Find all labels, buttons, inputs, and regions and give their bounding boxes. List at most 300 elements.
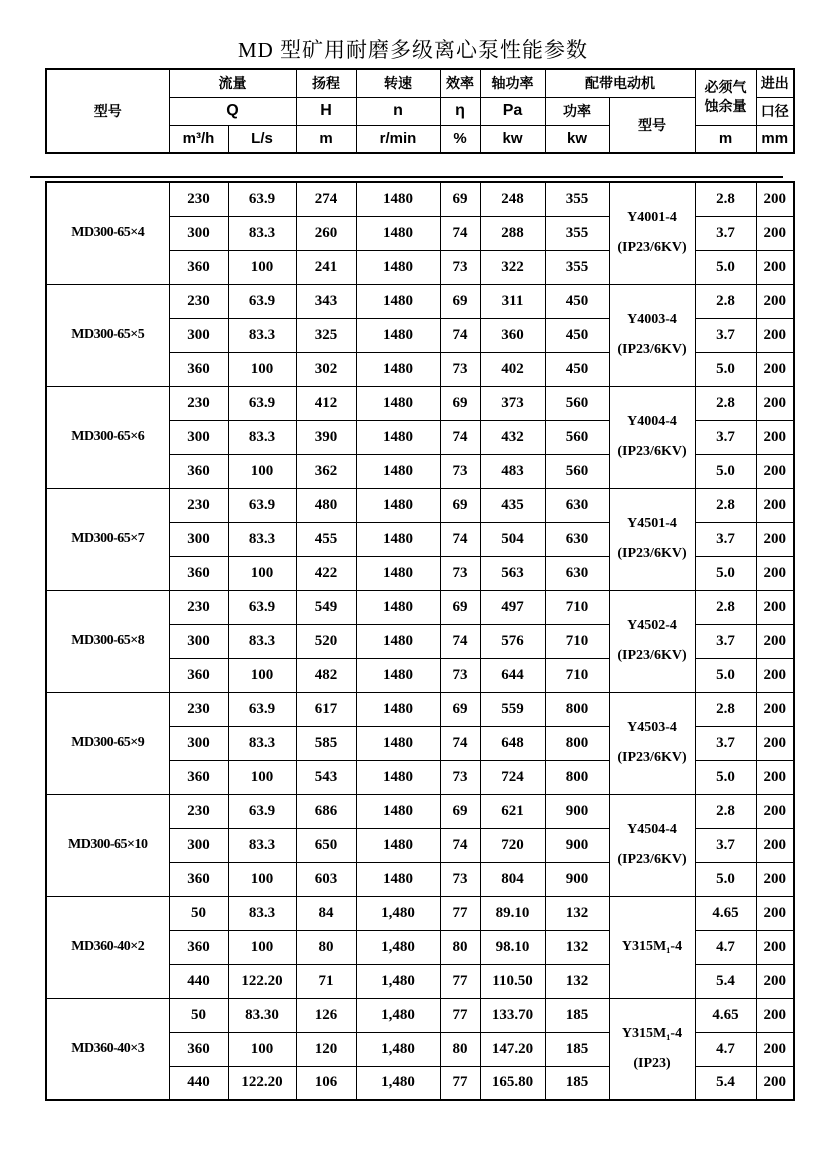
- table-row: [46, 692, 794, 726]
- head-cell: 412: [296, 386, 356, 420]
- motor-model-cell: [609, 386, 695, 488]
- speed-cell: 1480: [356, 250, 440, 284]
- shaft-power-cell: 497: [480, 590, 545, 624]
- port-diameter-cell: 200: [756, 624, 794, 658]
- port-diameter-cell: 200: [756, 284, 794, 318]
- flow-ls-cell: 63.9: [228, 590, 296, 624]
- table-row: [46, 896, 794, 930]
- motor-power-cell: 132: [545, 896, 609, 930]
- npsh-cell: 5.4: [695, 1066, 756, 1100]
- port-diameter-cell: 200: [756, 250, 794, 284]
- efficiency-cell: 77: [440, 896, 480, 930]
- port-diameter-cell: 200: [756, 998, 794, 1032]
- flow-m3h-cell: 230: [169, 692, 228, 726]
- shaft-power-cell: 504: [480, 522, 545, 556]
- shaft-power-cell: 110.50: [480, 964, 545, 998]
- motor-model-line2: (IP23/6KV): [617, 546, 687, 561]
- flow-ls-cell: 63.9: [228, 386, 296, 420]
- port-diameter-cell: 200: [756, 454, 794, 488]
- table-row: [46, 182, 794, 216]
- motor-power-cell: 710: [545, 590, 609, 624]
- efficiency-cell: 73: [440, 250, 480, 284]
- flow-m3h-cell: 230: [169, 794, 228, 828]
- port-diameter-cell: 200: [756, 964, 794, 998]
- speed-cell: 1480: [356, 386, 440, 420]
- header-table: [45, 68, 795, 154]
- table-row: [46, 998, 794, 1032]
- divider-line: [30, 176, 783, 178]
- speed-cell: 1480: [356, 522, 440, 556]
- speed-cell: 1,480: [356, 998, 440, 1032]
- motor-model-line2: (IP23/6KV): [617, 240, 687, 256]
- efficiency-cell: 69: [440, 386, 480, 420]
- shaft-power-cell: 576: [480, 624, 545, 658]
- header-motor-model: 型号: [609, 97, 695, 153]
- speed-cell: 1480: [356, 794, 440, 828]
- head-cell: 480: [296, 488, 356, 522]
- pump-model-cell: MD300-65×4: [46, 182, 169, 284]
- header-port-line2: 口径: [756, 97, 794, 125]
- motor-power-cell: 800: [545, 726, 609, 760]
- npsh-cell: 4.7: [695, 930, 756, 964]
- flow-m3h-cell: 360: [169, 250, 228, 284]
- flow-m3h-cell: 230: [169, 182, 228, 216]
- head-cell: 325: [296, 318, 356, 352]
- head-cell: 520: [296, 624, 356, 658]
- speed-cell: 1480: [356, 624, 440, 658]
- speed-cell: 1480: [356, 216, 440, 250]
- port-diameter-cell: 200: [756, 556, 794, 590]
- header-efficiency-symbol: η: [440, 97, 480, 125]
- motor-power-cell: 560: [545, 386, 609, 420]
- header-unit-shaft-kw: kw: [480, 125, 545, 153]
- flow-ls-cell: 122.20: [228, 1066, 296, 1100]
- speed-cell: 1480: [356, 284, 440, 318]
- header-shaft-power: 轴功率: [480, 69, 545, 97]
- flow-ls-cell: 83.3: [228, 420, 296, 454]
- shaft-power-cell: 483: [480, 454, 545, 488]
- flow-m3h-cell: 300: [169, 522, 228, 556]
- motor-power-cell: 800: [545, 760, 609, 794]
- flow-ls-cell: 63.9: [228, 692, 296, 726]
- header-npsh-line2: 蚀余量: [704, 98, 747, 115]
- npsh-cell: 5.0: [695, 352, 756, 386]
- motor-model-line2: (IP23): [633, 1055, 671, 1071]
- flow-m3h-cell: 230: [169, 590, 228, 624]
- port-diameter-cell: 200: [756, 658, 794, 692]
- npsh-cell: 2.8: [695, 692, 756, 726]
- efficiency-cell: 74: [440, 318, 480, 352]
- npsh-cell: 4.65: [695, 998, 756, 1032]
- efficiency-cell: 80: [440, 930, 480, 964]
- motor-model-line1: Y4001-4: [627, 210, 677, 226]
- header-efficiency: 效率: [440, 69, 480, 97]
- speed-cell: 1,480: [356, 964, 440, 998]
- motor-power-cell: 630: [545, 488, 609, 522]
- flow-m3h-cell: 360: [169, 862, 228, 896]
- motor-power-cell: 355: [545, 216, 609, 250]
- shaft-power-cell: 432: [480, 420, 545, 454]
- npsh-cell: 2.8: [695, 590, 756, 624]
- efficiency-cell: 74: [440, 624, 480, 658]
- header-unit-head-m: m: [296, 125, 356, 153]
- motor-model-line1: Y4003-4: [627, 312, 677, 327]
- shaft-power-cell: 804: [480, 862, 545, 896]
- table-row: [46, 488, 794, 522]
- head-cell: 260: [296, 216, 356, 250]
- motor-power-cell: 900: [545, 862, 609, 896]
- pump-model-cell: MD360-40×3: [46, 998, 169, 1100]
- flow-m3h-cell: 230: [169, 386, 228, 420]
- npsh-cell: 3.7: [695, 420, 756, 454]
- shaft-power-cell: 89.10: [480, 896, 545, 930]
- head-cell: 126: [296, 998, 356, 1032]
- port-diameter-cell: 200: [756, 1032, 794, 1066]
- speed-cell: 1480: [356, 862, 440, 896]
- npsh-cell: 3.7: [695, 828, 756, 862]
- header-npsh: [695, 69, 756, 125]
- data-table: [45, 181, 795, 1101]
- flow-m3h-cell: 50: [169, 896, 228, 930]
- motor-power-cell: 800: [545, 692, 609, 726]
- npsh-cell: 5.0: [695, 658, 756, 692]
- head-cell: 603: [296, 862, 356, 896]
- head-cell: 455: [296, 522, 356, 556]
- flow-ls-cell: 100: [228, 1032, 296, 1066]
- efficiency-cell: 77: [440, 1066, 480, 1100]
- flow-m3h-cell: 360: [169, 930, 228, 964]
- head-cell: 71: [296, 964, 356, 998]
- shaft-power-cell: 435: [480, 488, 545, 522]
- efficiency-cell: 69: [440, 284, 480, 318]
- flow-ls-cell: 83.3: [228, 318, 296, 352]
- efficiency-cell: 69: [440, 794, 480, 828]
- npsh-cell: 5.0: [695, 760, 756, 794]
- header-model: 型号: [46, 69, 169, 153]
- npsh-cell: 3.7: [695, 216, 756, 250]
- efficiency-cell: 74: [440, 726, 480, 760]
- motor-power-cell: 185: [545, 998, 609, 1032]
- efficiency-cell: 69: [440, 590, 480, 624]
- flow-ls-cell: 100: [228, 352, 296, 386]
- flow-ls-cell: 63.9: [228, 182, 296, 216]
- head-cell: 241: [296, 250, 356, 284]
- port-diameter-cell: 200: [756, 760, 794, 794]
- flow-m3h-cell: 440: [169, 964, 228, 998]
- npsh-cell: 3.7: [695, 624, 756, 658]
- port-diameter-cell: 200: [756, 216, 794, 250]
- motor-power-cell: 560: [545, 454, 609, 488]
- port-diameter-cell: 200: [756, 930, 794, 964]
- motor-model-line1: Y4501-4: [627, 516, 677, 531]
- flow-m3h-cell: 50: [169, 998, 228, 1032]
- efficiency-cell: 73: [440, 556, 480, 590]
- flow-m3h-cell: 300: [169, 726, 228, 760]
- npsh-cell: 4.65: [695, 896, 756, 930]
- motor-model-cell: [609, 590, 695, 692]
- pump-model-cell: MD300-65×5: [46, 284, 169, 386]
- head-cell: 274: [296, 182, 356, 216]
- shaft-power-cell: 133.70: [480, 998, 545, 1032]
- port-diameter-cell: 200: [756, 182, 794, 216]
- pump-model-cell: MD300-65×6: [46, 386, 169, 488]
- header-unit-ls: L/s: [228, 125, 296, 153]
- speed-cell: 1480: [356, 726, 440, 760]
- efficiency-cell: 74: [440, 216, 480, 250]
- flow-ls-cell: 83.3: [228, 624, 296, 658]
- head-cell: 106: [296, 1066, 356, 1100]
- head-cell: 543: [296, 760, 356, 794]
- flow-m3h-cell: 300: [169, 420, 228, 454]
- motor-model-cell: [609, 896, 695, 998]
- motor-model-cell: [609, 488, 695, 590]
- shaft-power-cell: 165.80: [480, 1066, 545, 1100]
- shaft-power-cell: 621: [480, 794, 545, 828]
- efficiency-cell: 73: [440, 658, 480, 692]
- header-unit-npsh-m: m: [695, 125, 756, 153]
- motor-power-cell: 185: [545, 1066, 609, 1100]
- shaft-power-cell: 147.20: [480, 1032, 545, 1066]
- speed-cell: 1480: [356, 454, 440, 488]
- speed-cell: 1480: [356, 182, 440, 216]
- npsh-cell: 2.8: [695, 284, 756, 318]
- shaft-power-cell: 98.10: [480, 930, 545, 964]
- head-cell: 482: [296, 658, 356, 692]
- npsh-cell: 5.0: [695, 250, 756, 284]
- efficiency-cell: 73: [440, 862, 480, 896]
- efficiency-cell: 77: [440, 998, 480, 1032]
- efficiency-cell: 74: [440, 522, 480, 556]
- npsh-cell: 5.0: [695, 556, 756, 590]
- motor-model-cell: [609, 794, 695, 896]
- flow-m3h-cell: 300: [169, 318, 228, 352]
- speed-cell: 1480: [356, 760, 440, 794]
- port-diameter-cell: 200: [756, 862, 794, 896]
- flow-ls-cell: 83.3: [228, 828, 296, 862]
- motor-power-cell: 355: [545, 182, 609, 216]
- shaft-power-cell: 360: [480, 318, 545, 352]
- flow-m3h-cell: 440: [169, 1066, 228, 1100]
- efficiency-cell: 80: [440, 1032, 480, 1066]
- header-unit-rpm: r/min: [356, 125, 440, 153]
- flow-ls-cell: 83.3: [228, 522, 296, 556]
- motor-model-cell: [609, 284, 695, 386]
- speed-cell: 1,480: [356, 1032, 440, 1066]
- npsh-cell: 5.0: [695, 862, 756, 896]
- motor-model-line2: (IP23/6KV): [617, 750, 687, 765]
- port-diameter-cell: 200: [756, 726, 794, 760]
- port-diameter-cell: 200: [756, 352, 794, 386]
- motor-power-cell: 450: [545, 284, 609, 318]
- flow-m3h-cell: 360: [169, 1032, 228, 1066]
- flow-ls-cell: 100: [228, 760, 296, 794]
- table-body: [46, 182, 794, 1100]
- efficiency-cell: 73: [440, 760, 480, 794]
- efficiency-cell: 77: [440, 964, 480, 998]
- header-flow-symbol: Q: [169, 97, 296, 125]
- flow-ls-cell: 83.3: [228, 896, 296, 930]
- flow-m3h-cell: 300: [169, 624, 228, 658]
- shaft-power-cell: 248: [480, 182, 545, 216]
- flow-ls-cell: 122.20: [228, 964, 296, 998]
- header-npsh-line1: 必须气: [704, 79, 747, 96]
- motor-model-line2: (IP23/6KV): [617, 648, 687, 663]
- port-diameter-cell: 200: [756, 1066, 794, 1100]
- head-cell: 585: [296, 726, 356, 760]
- header-unit-m3h: m³/h: [169, 125, 228, 153]
- head-cell: 80: [296, 930, 356, 964]
- port-diameter-cell: 200: [756, 386, 794, 420]
- motor-model-line1: Y4503-4: [627, 720, 677, 735]
- npsh-cell: 5.4: [695, 964, 756, 998]
- port-diameter-cell: 200: [756, 692, 794, 726]
- flow-ls-cell: 100: [228, 930, 296, 964]
- speed-cell: 1480: [356, 420, 440, 454]
- shaft-power-cell: 724: [480, 760, 545, 794]
- motor-power-cell: 900: [545, 828, 609, 862]
- motor-power-cell: 630: [545, 522, 609, 556]
- head-cell: 549: [296, 590, 356, 624]
- motor-model-line1: Y4502-4: [627, 618, 677, 633]
- port-diameter-cell: 200: [756, 794, 794, 828]
- shaft-power-cell: 322: [480, 250, 545, 284]
- motor-power-cell: 900: [545, 794, 609, 828]
- pump-model-cell: MD300-65×9: [46, 692, 169, 794]
- motor-model-line1: Y315M₁-4: [621, 1025, 683, 1041]
- flow-m3h-cell: 230: [169, 488, 228, 522]
- port-diameter-cell: 200: [756, 522, 794, 556]
- npsh-cell: 3.7: [695, 726, 756, 760]
- speed-cell: 1480: [356, 318, 440, 352]
- motor-model-line2: (IP23/6KV): [617, 444, 687, 459]
- header-shaft-power-symbol: Pa: [480, 97, 545, 125]
- speed-cell: 1480: [356, 590, 440, 624]
- shaft-power-cell: 648: [480, 726, 545, 760]
- flow-m3h-cell: 360: [169, 556, 228, 590]
- shaft-power-cell: 559: [480, 692, 545, 726]
- motor-power-cell: 630: [545, 556, 609, 590]
- flow-ls-cell: 100: [228, 862, 296, 896]
- shaft-power-cell: 402: [480, 352, 545, 386]
- table-row: [46, 386, 794, 420]
- header-unit-power-kw: kw: [545, 125, 609, 153]
- motor-model-line1: Y4504-4: [627, 822, 677, 837]
- head-cell: 422: [296, 556, 356, 590]
- header-unit-mm: mm: [756, 125, 794, 153]
- efficiency-cell: 69: [440, 488, 480, 522]
- table-row: [46, 794, 794, 828]
- flow-m3h-cell: 360: [169, 760, 228, 794]
- header-motor-power: 功率: [545, 97, 609, 125]
- pump-model-cell: MD300-65×10: [46, 794, 169, 896]
- port-diameter-cell: 200: [756, 318, 794, 352]
- speed-cell: 1480: [356, 692, 440, 726]
- header-head-symbol: H: [296, 97, 356, 125]
- shaft-power-cell: 644: [480, 658, 545, 692]
- header-speed: 转速: [356, 69, 440, 97]
- port-diameter-cell: 200: [756, 488, 794, 522]
- efficiency-cell: 74: [440, 420, 480, 454]
- motor-power-cell: 132: [545, 930, 609, 964]
- header-head: 扬程: [296, 69, 356, 97]
- header-port-line1: 进出: [756, 69, 794, 97]
- shaft-power-cell: 563: [480, 556, 545, 590]
- head-cell: 390: [296, 420, 356, 454]
- motor-power-cell: 710: [545, 658, 609, 692]
- flow-ls-cell: 83.3: [228, 216, 296, 250]
- npsh-cell: 2.8: [695, 386, 756, 420]
- port-diameter-cell: 200: [756, 420, 794, 454]
- speed-cell: 1480: [356, 488, 440, 522]
- pump-model-cell: MD300-65×8: [46, 590, 169, 692]
- npsh-cell: 5.0: [695, 454, 756, 488]
- port-diameter-cell: 200: [756, 828, 794, 862]
- motor-model-cell: [609, 182, 695, 284]
- motor-power-cell: 185: [545, 1032, 609, 1066]
- efficiency-cell: 69: [440, 182, 480, 216]
- flow-ls-cell: 63.9: [228, 488, 296, 522]
- table-row: [46, 590, 794, 624]
- shaft-power-cell: 288: [480, 216, 545, 250]
- npsh-cell: 2.8: [695, 488, 756, 522]
- table-row: [46, 284, 794, 318]
- efficiency-cell: 74: [440, 828, 480, 862]
- npsh-cell: 4.7: [695, 1032, 756, 1066]
- npsh-cell: 2.8: [695, 182, 756, 216]
- flow-ls-cell: 100: [228, 556, 296, 590]
- npsh-cell: 3.7: [695, 318, 756, 352]
- page-title: MD 型矿用耐磨多级离心泵性能参数: [237, 38, 589, 62]
- head-cell: 617: [296, 692, 356, 726]
- speed-cell: 1,480: [356, 930, 440, 964]
- motor-power-cell: 710: [545, 624, 609, 658]
- flow-m3h-cell: 360: [169, 454, 228, 488]
- motor-model-line2: (IP23/6KV): [617, 852, 687, 867]
- head-cell: 362: [296, 454, 356, 488]
- head-cell: 302: [296, 352, 356, 386]
- speed-cell: 1480: [356, 352, 440, 386]
- motor-model-line1: Y4004-4: [627, 414, 677, 429]
- efficiency-cell: 69: [440, 692, 480, 726]
- shaft-power-cell: 720: [480, 828, 545, 862]
- motor-power-cell: 355: [545, 250, 609, 284]
- head-cell: 343: [296, 284, 356, 318]
- npsh-cell: 2.8: [695, 794, 756, 828]
- shaft-power-cell: 311: [480, 284, 545, 318]
- flow-m3h-cell: 230: [169, 284, 228, 318]
- speed-cell: 1,480: [356, 896, 440, 930]
- efficiency-cell: 73: [440, 454, 480, 488]
- flow-ls-cell: 100: [228, 454, 296, 488]
- speed-cell: 1480: [356, 828, 440, 862]
- head-cell: 120: [296, 1032, 356, 1066]
- head-cell: 84: [296, 896, 356, 930]
- flow-m3h-cell: 300: [169, 828, 228, 862]
- flow-ls-cell: 63.9: [228, 794, 296, 828]
- pump-model-cell: MD360-40×2: [46, 896, 169, 998]
- pump-model-cell: MD300-65×7: [46, 488, 169, 590]
- flow-m3h-cell: 360: [169, 658, 228, 692]
- header-motor: 配带电动机: [545, 69, 695, 97]
- header-flow: 流量: [169, 69, 296, 97]
- npsh-cell: 3.7: [695, 522, 756, 556]
- shaft-power-cell: 373: [480, 386, 545, 420]
- efficiency-cell: 73: [440, 352, 480, 386]
- header-speed-symbol: n: [356, 97, 440, 125]
- flow-ls-cell: 100: [228, 658, 296, 692]
- flow-ls-cell: 83.3: [228, 726, 296, 760]
- header-unit-percent: %: [440, 125, 480, 153]
